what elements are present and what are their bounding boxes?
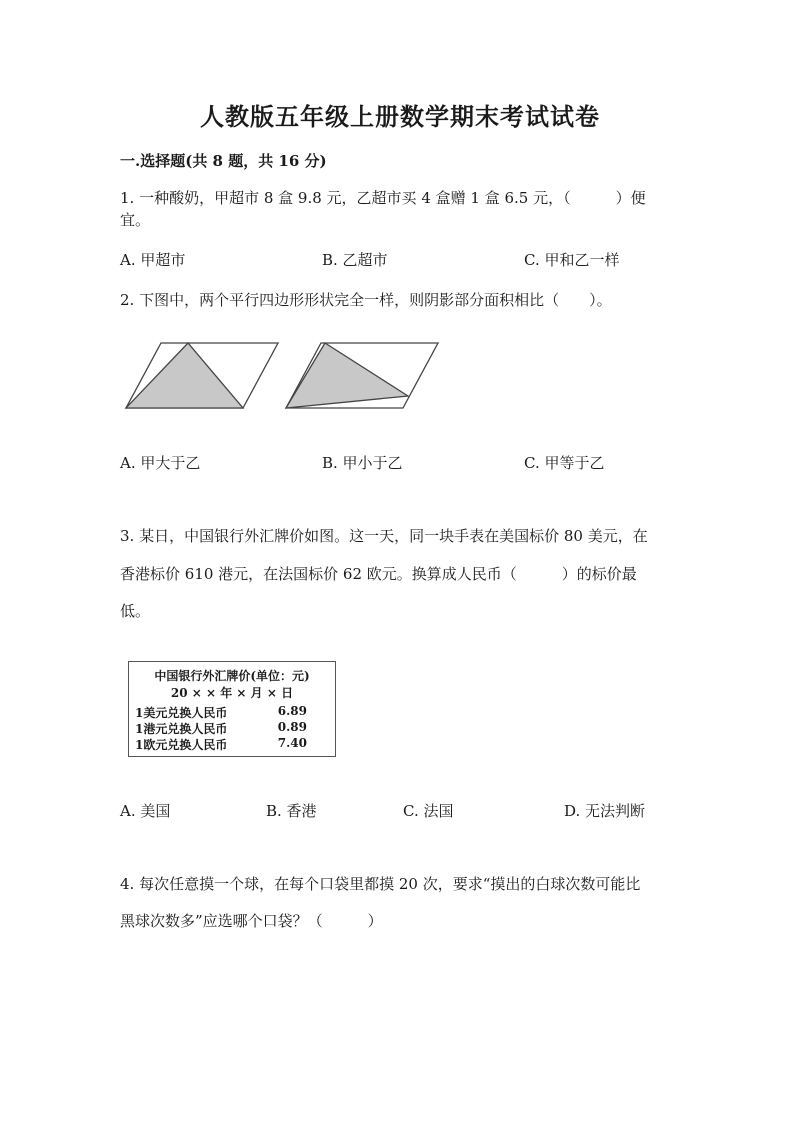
exchange-rate-date: 20 × × 年 × 月 × 日	[170, 686, 294, 700]
question-2-text: 2. 下图中，两个平行四边形形状完全一样，则阴影部分面积相比（ ）。	[120, 291, 612, 309]
rate-value: 6.89	[277, 704, 307, 718]
question-2-option-a[interactable]: A. 甲大于乙	[120, 454, 201, 472]
rate-label: 1欧元兑换人民币	[135, 738, 228, 752]
parallelograms-figure	[118, 340, 448, 412]
question-3-line-1: 3. 某日，中国银行外汇牌价如图。这一天，同一块手表在美国标价 80 美元，在	[120, 527, 648, 545]
question-1-option-b[interactable]: B. 乙超市	[322, 251, 388, 269]
question-3-option-b[interactable]: B. 香港	[266, 802, 317, 820]
parallelogram-right	[286, 343, 438, 408]
parallelogram-left	[126, 343, 278, 408]
question-3-line-2: 香港标价 610 港元，在法国标价 62 欧元。换算成人民币（ ）的标价最	[120, 565, 637, 583]
exchange-rate-table	[128, 661, 336, 757]
rate-label: 1港元兑换人民币	[135, 722, 228, 736]
exchange-rate-header: 中国银行外汇牌价(单位：元)	[154, 669, 310, 683]
rate-value: 0.89	[277, 720, 307, 734]
question-3-option-d[interactable]: D. 无法判断	[564, 802, 646, 820]
exchange-rate-row	[135, 720, 325, 737]
question-1-line-1: 1. 一种酸奶，甲超市 8 盒 9.8 元，乙超市买 4 盒赠 1 盒 6.5 元，（ ）便	[120, 189, 646, 207]
exchange-rate-row	[135, 704, 325, 721]
question-2-option-c[interactable]: C. 甲等于乙	[524, 454, 605, 472]
question-4-line-2: 黑球次数多”应选哪个口袋？（ ）	[120, 912, 383, 930]
page-title: 人教版五年级上册数学期末考试试卷	[200, 102, 600, 131]
question-3-line-3: 低。	[120, 602, 151, 620]
exchange-rate-row	[135, 736, 325, 753]
section-heading: 一.选择题(共 8 题，共 16 分)	[120, 152, 327, 170]
question-3-option-a[interactable]: A. 美国	[120, 802, 171, 820]
question-1-option-a[interactable]: A. 甲超市	[120, 251, 186, 269]
question-3-option-c[interactable]: C. 法国	[403, 802, 454, 820]
question-1-option-c[interactable]: C. 甲和乙一样	[524, 251, 620, 269]
question-2-option-b[interactable]: B. 甲小于乙	[322, 454, 403, 472]
question-4-line-1: 4. 每次任意摸一个球，在每个口袋里都摸 20 次，要求“摸出的白球次数可能比	[120, 875, 641, 893]
rate-label: 1美元兑换人民币	[135, 706, 228, 720]
question-1-line-2: 宜。	[120, 211, 151, 229]
rate-value: 7.40	[277, 736, 307, 750]
